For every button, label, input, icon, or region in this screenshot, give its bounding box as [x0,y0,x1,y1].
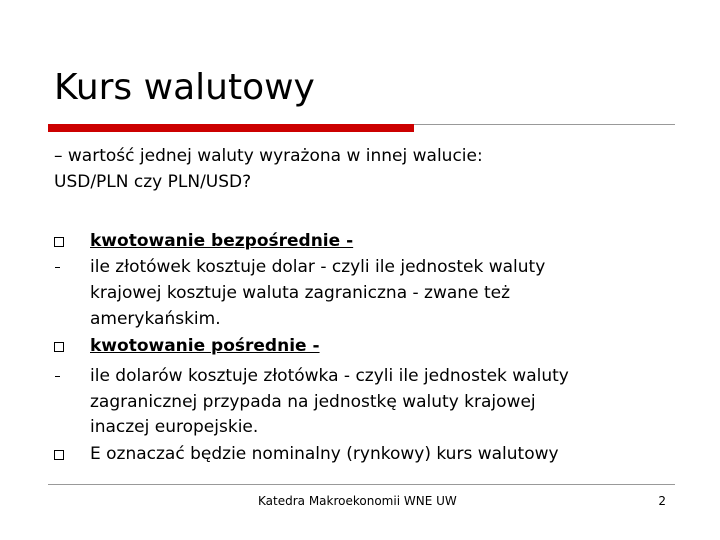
bullet-nominal-exchange-rate: E oznaczać będzie nominalny (rynkowy) kurs walutowy [90,444,559,464]
direct-quotation-line-1: ile złotówek kosztuje dolar - czyli ile jednostek waluty [90,257,546,277]
dash-icon [55,376,60,377]
title-accent-bar [48,124,414,132]
indirect-quotation-line-2: zagranicznej przypada na jednostkę waluty krajowej [90,392,536,412]
square-bullet-icon [54,237,64,247]
page-number: 2 [658,494,666,508]
footer-divider [48,484,675,485]
indirect-quotation-line-1: ile dolarów kosztuje złotówka - czyli ile jednostek waluty [90,366,569,386]
intro-line-2: USD/PLN czy PLN/USD? [54,172,252,192]
slide-title: Kurs walutowy [54,67,315,108]
square-bullet-icon [54,450,64,460]
footer-text: Katedra Makroekonomii WNE UW [258,494,457,508]
dash-icon [55,267,60,268]
direct-quotation-line-3: amerykańskim. [90,309,221,329]
intro-line-1: – wartość jednej waluty wyrażona w innej walucie: [54,146,483,166]
direct-quotation-line-2: krajowej kosztuje waluta zagraniczna - zwane też [90,283,510,303]
indirect-quotation-line-3: inaczej europejskie. [90,417,259,437]
bullet-indirect-quotation: kwotowanie pośrednie - [90,336,320,356]
intro-text [54,143,674,195]
square-bullet-icon [54,342,64,352]
bullet-direct-quotation: kwotowanie bezpośrednie - [90,231,354,251]
